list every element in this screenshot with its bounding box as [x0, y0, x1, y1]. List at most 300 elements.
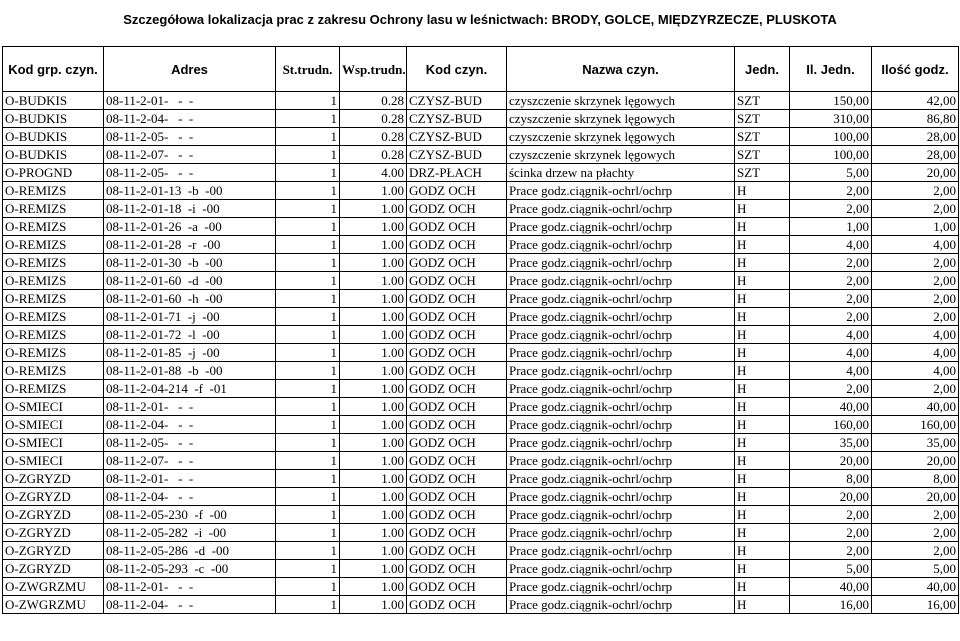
table-row: [3, 308, 959, 326]
cell-ilosc-godz: 5,00: [872, 560, 959, 578]
address-text: 08-11-2-05- - -: [106, 435, 194, 450]
cell-ilosc-godz: 160,00: [872, 416, 959, 434]
cell-il-jedn: 4,00: [790, 344, 872, 362]
cell-ilosc-godz: 86,80: [872, 110, 959, 128]
cell-kod-grp: O-ZWGRZMU: [3, 578, 104, 596]
cell-ilosc-godz: 2,00: [872, 200, 959, 218]
table-row: [3, 200, 959, 218]
cell-kod-czyn: GODZ OCH: [407, 596, 507, 614]
cell-st-trudn: 1: [276, 470, 340, 488]
cell-kod-grp: O-REMIZS: [3, 272, 104, 290]
cell-nazwa-czyn: Prace godz.ciągnik-ochrl/ochrp: [507, 506, 735, 524]
cell-ilosc-godz: 4,00: [872, 344, 959, 362]
cell-wsp-trudn: 4.00: [340, 164, 407, 182]
cell-wsp-trudn: 1.00: [340, 236, 407, 254]
cell-adres: [104, 164, 276, 182]
cell-jedn: SZT: [735, 92, 790, 110]
cell-wsp-trudn: 1.00: [340, 398, 407, 416]
cell-nazwa-czyn: Prace godz.ciągnik-ochrl/ochrp: [507, 488, 735, 506]
cell-nazwa-czyn: Prace godz.ciągnik-ochrl/ochrp: [507, 290, 735, 308]
table-row: [3, 560, 959, 578]
cell-wsp-trudn: 1.00: [340, 380, 407, 398]
table-row: [3, 236, 959, 254]
cell-wsp-trudn: 1.00: [340, 182, 407, 200]
cell-wsp-trudn: 1.00: [340, 308, 407, 326]
cell-wsp-trudn: 1.00: [340, 344, 407, 362]
cell-st-trudn: 1: [276, 200, 340, 218]
cell-st-trudn: 1: [276, 92, 340, 110]
cell-wsp-trudn: 1.00: [340, 434, 407, 452]
cell-jedn: SZT: [735, 146, 790, 164]
cell-adres: [104, 452, 276, 470]
cell-kod-grp: O-ZWGRZMU: [3, 596, 104, 614]
cell-jedn: H: [735, 236, 790, 254]
address-text: 08-11-2-05-293 -c -00: [106, 561, 229, 576]
cell-st-trudn: 1: [276, 578, 340, 596]
cell-kod-czyn: GODZ OCH: [407, 308, 507, 326]
cell-jedn: H: [735, 506, 790, 524]
cell-nazwa-czyn: Prace godz.ciągnik-ochrl/ochrp: [507, 236, 735, 254]
cell-adres: [104, 110, 276, 128]
cell-ilosc-godz: 42,00: [872, 92, 959, 110]
table-row: [3, 362, 959, 380]
cell-jedn: H: [735, 290, 790, 308]
cell-ilosc-godz: 2,00: [872, 290, 959, 308]
cell-nazwa-czyn: Prace godz.ciągnik-ochrl/ochrp: [507, 416, 735, 434]
cell-il-jedn: 1,00: [790, 218, 872, 236]
table-row: [3, 434, 959, 452]
header-kod-czyn: Kod czyn.: [407, 47, 507, 92]
cell-wsp-trudn: 1.00: [340, 362, 407, 380]
cell-nazwa-czyn: Prace godz.ciągnik-ochrl/ochrp: [507, 452, 735, 470]
address-text: 08-11-2-01-30 -b -00: [106, 255, 223, 270]
address-text: 08-11-2-04- - -: [106, 111, 194, 126]
cell-jedn: H: [735, 218, 790, 236]
cell-kod-grp: O-REMIZS: [3, 380, 104, 398]
cell-adres: [104, 596, 276, 614]
address-text: 08-11-2-04- - -: [106, 597, 194, 612]
cell-adres: [104, 344, 276, 362]
cell-st-trudn: 1: [276, 290, 340, 308]
table-row: [3, 218, 959, 236]
table-row: [3, 596, 959, 614]
cell-kod-czyn: GODZ OCH: [407, 398, 507, 416]
cell-nazwa-czyn: Prace godz.ciągnik-ochrl/ochrp: [507, 272, 735, 290]
cell-ilosc-godz: 2,00: [872, 542, 959, 560]
cell-adres: [104, 92, 276, 110]
cell-kod-grp: O-BUDKIS: [3, 110, 104, 128]
table-header: [3, 47, 959, 92]
cell-wsp-trudn: 1.00: [340, 524, 407, 542]
cell-kod-grp: O-ZGRYZD: [3, 506, 104, 524]
cell-adres: [104, 182, 276, 200]
cell-il-jedn: 4,00: [790, 236, 872, 254]
cell-adres: [104, 290, 276, 308]
cell-wsp-trudn: 1.00: [340, 560, 407, 578]
cell-wsp-trudn: 0.28: [340, 110, 407, 128]
cell-st-trudn: 1: [276, 488, 340, 506]
cell-adres: [104, 434, 276, 452]
cell-adres: [104, 488, 276, 506]
cell-kod-czyn: GODZ OCH: [407, 200, 507, 218]
cell-il-jedn: 4,00: [790, 326, 872, 344]
table-row: [3, 398, 959, 416]
cell-ilosc-godz: 4,00: [872, 236, 959, 254]
cell-adres: [104, 380, 276, 398]
cell-kod-grp: O-SMIECI: [3, 416, 104, 434]
cell-st-trudn: 1: [276, 344, 340, 362]
cell-st-trudn: 1: [276, 542, 340, 560]
cell-kod-grp: O-BUDKIS: [3, 128, 104, 146]
cell-jedn: H: [735, 182, 790, 200]
page-title: Szczegółowa lokalizacja prac z zakresu Ochrony lasu w leśnictwach: BRODY, GOLCE, MIĘDZYRZECZE, PLUSKOTA: [123, 12, 837, 27]
address-text: 08-11-2-01-13 -b -00: [106, 183, 223, 198]
address-text: 08-11-2-01-26 -a -00: [106, 219, 222, 234]
cell-adres: [104, 506, 276, 524]
header-st-trudn: St.trudn.: [276, 47, 340, 92]
cell-kod-czyn: GODZ OCH: [407, 380, 507, 398]
table-row: [3, 542, 959, 560]
cell-il-jedn: 40,00: [790, 578, 872, 596]
cell-nazwa-czyn: Prace godz.ciągnik-ochrl/ochrp: [507, 308, 735, 326]
table-row: [3, 146, 959, 164]
cell-il-jedn: 310,00: [790, 110, 872, 128]
cell-nazwa-czyn: Prace godz.ciągnik-ochrl/ochrp: [507, 200, 735, 218]
cell-il-jedn: 40,00: [790, 398, 872, 416]
cell-kod-czyn: GODZ OCH: [407, 182, 507, 200]
cell-jedn: H: [735, 380, 790, 398]
address-text: 08-11-2-05- - -: [106, 129, 194, 144]
cell-nazwa-czyn: Prace godz.ciągnik-ochrl/ochrp: [507, 398, 735, 416]
cell-kod-czyn: GODZ OCH: [407, 578, 507, 596]
cell-nazwa-czyn: Prace godz.ciągnik-ochrl/ochrp: [507, 362, 735, 380]
cell-ilosc-godz: 40,00: [872, 398, 959, 416]
cell-kod-czyn: CZYSZ-BUD: [407, 92, 507, 110]
cell-il-jedn: 2,00: [790, 380, 872, 398]
cell-kod-grp: O-SMIECI: [3, 452, 104, 470]
header-il-jedn: Il. Jedn.: [790, 47, 872, 92]
cell-nazwa-czyn: Prace godz.ciągnik-ochrl/ochrp: [507, 254, 735, 272]
cell-ilosc-godz: 2,00: [872, 308, 959, 326]
cell-st-trudn: 1: [276, 272, 340, 290]
cell-kod-grp: O-BUDKIS: [3, 146, 104, 164]
cell-wsp-trudn: 1.00: [340, 218, 407, 236]
cell-il-jedn: 160,00: [790, 416, 872, 434]
header-adres: Adres: [104, 47, 276, 92]
cell-jedn: H: [735, 560, 790, 578]
table-row: [3, 344, 959, 362]
cell-nazwa-czyn: Prace godz.ciągnik-ochrl/ochrp: [507, 560, 735, 578]
cell-wsp-trudn: 0.28: [340, 92, 407, 110]
cell-kod-czyn: CZYSZ-BUD: [407, 128, 507, 146]
cell-st-trudn: 1: [276, 146, 340, 164]
cell-kod-czyn: GODZ OCH: [407, 326, 507, 344]
cell-il-jedn: 20,00: [790, 452, 872, 470]
cell-st-trudn: 1: [276, 524, 340, 542]
cell-kod-czyn: GODZ OCH: [407, 344, 507, 362]
cell-adres: [104, 200, 276, 218]
address-text: 08-11-2-01-88 -b -00: [106, 363, 223, 378]
cell-il-jedn: 2,00: [790, 542, 872, 560]
cell-il-jedn: 2,00: [790, 272, 872, 290]
cell-wsp-trudn: 1.00: [340, 488, 407, 506]
address-text: 08-11-2-01-71 -j -00: [106, 309, 220, 324]
cell-kod-grp: O-REMIZS: [3, 344, 104, 362]
cell-adres: [104, 218, 276, 236]
cell-kod-czyn: GODZ OCH: [407, 560, 507, 578]
cell-nazwa-czyn: Prace godz.ciągnik-ochrl/ochrp: [507, 596, 735, 614]
cell-nazwa-czyn: Prace godz.ciągnik-ochrl/ochrp: [507, 326, 735, 344]
table-row: [3, 578, 959, 596]
address-text: 08-11-2-01-28 -r -00: [106, 237, 221, 252]
table-row: [3, 254, 959, 272]
cell-kod-grp: O-REMIZS: [3, 326, 104, 344]
cell-kod-grp: O-ZGRYZD: [3, 542, 104, 560]
cell-il-jedn: 2,00: [790, 290, 872, 308]
cell-jedn: SZT: [735, 164, 790, 182]
cell-ilosc-godz: 4,00: [872, 362, 959, 380]
address-text: 08-11-2-01-18 -i -00: [106, 201, 220, 216]
table-row: [3, 182, 959, 200]
cell-il-jedn: 2,00: [790, 200, 872, 218]
cell-wsp-trudn: 1.00: [340, 452, 407, 470]
cell-nazwa-czyn: Prace godz.ciągnik-ochrl/ochrp: [507, 470, 735, 488]
cell-ilosc-godz: 20,00: [872, 452, 959, 470]
cell-adres: [104, 560, 276, 578]
cell-kod-grp: O-ZGRYZD: [3, 470, 104, 488]
cell-wsp-trudn: 0.28: [340, 128, 407, 146]
cell-kod-czyn: GODZ OCH: [407, 254, 507, 272]
cell-kod-czyn: GODZ OCH: [407, 542, 507, 560]
cell-kod-czyn: GODZ OCH: [407, 488, 507, 506]
table-row: [3, 110, 959, 128]
cell-kod-grp: O-REMIZS: [3, 236, 104, 254]
cell-il-jedn: 2,00: [790, 524, 872, 542]
cell-kod-grp: O-ZGRYZD: [3, 524, 104, 542]
address-text: 08-11-2-05-286 -d -00: [106, 543, 229, 558]
cell-il-jedn: 8,00: [790, 470, 872, 488]
cell-il-jedn: 16,00: [790, 596, 872, 614]
cell-st-trudn: 1: [276, 164, 340, 182]
cell-nazwa-czyn: Prace godz.ciągnik-ochrl/ochrp: [507, 344, 735, 362]
address-text: 08-11-2-07- - -: [106, 453, 194, 468]
cell-nazwa-czyn: Prace godz.ciągnik-ochrl/ochrp: [507, 524, 735, 542]
cell-adres: [104, 578, 276, 596]
cell-ilosc-godz: 35,00: [872, 434, 959, 452]
cell-adres: [104, 272, 276, 290]
cell-jedn: H: [735, 470, 790, 488]
address-text: 08-11-2-01- - -: [106, 399, 194, 414]
header-kod-grp: Kod grp. czyn.: [3, 47, 104, 92]
cell-st-trudn: 1: [276, 128, 340, 146]
cell-wsp-trudn: 0.28: [340, 146, 407, 164]
cell-nazwa-czyn: Prace godz.ciągnik-ochrl/ochrp: [507, 434, 735, 452]
cell-jedn: H: [735, 272, 790, 290]
cell-wsp-trudn: 1.00: [340, 200, 407, 218]
cell-ilosc-godz: 16,00: [872, 596, 959, 614]
cell-il-jedn: 5,00: [790, 164, 872, 182]
cell-ilosc-godz: 8,00: [872, 470, 959, 488]
address-text: 08-11-2-04- - -: [106, 417, 194, 432]
cell-il-jedn: 2,00: [790, 506, 872, 524]
cell-nazwa-czyn: czyszczenie skrzynek lęgowych: [507, 146, 735, 164]
cell-st-trudn: 1: [276, 308, 340, 326]
cell-ilosc-godz: 20,00: [872, 488, 959, 506]
address-text: 08-11-2-05-230 -f -00: [106, 507, 227, 522]
cell-wsp-trudn: 1.00: [340, 254, 407, 272]
address-text: 08-11-2-01-85 -j -00: [106, 345, 220, 360]
cell-il-jedn: 4,00: [790, 362, 872, 380]
cell-kod-grp: O-SMIECI: [3, 398, 104, 416]
cell-kod-czyn: GODZ OCH: [407, 434, 507, 452]
cell-kod-czyn: GODZ OCH: [407, 506, 507, 524]
address-text: 08-11-2-05-282 -i -00: [106, 525, 227, 540]
cell-ilosc-godz: 2,00: [872, 254, 959, 272]
table-row: [3, 290, 959, 308]
cell-jedn: H: [735, 542, 790, 560]
cell-adres: [104, 470, 276, 488]
cell-nazwa-czyn: Prace godz.ciągnik-ochrl/ochrp: [507, 182, 735, 200]
cell-wsp-trudn: 1.00: [340, 506, 407, 524]
cell-adres: [104, 254, 276, 272]
cell-jedn: H: [735, 524, 790, 542]
cell-kod-czyn: DRZ-PŁACH: [407, 164, 507, 182]
table-row: [3, 272, 959, 290]
cell-st-trudn: 1: [276, 110, 340, 128]
cell-wsp-trudn: 1.00: [340, 542, 407, 560]
table-row: [3, 128, 959, 146]
cell-st-trudn: 1: [276, 506, 340, 524]
cell-jedn: H: [735, 254, 790, 272]
cell-adres: [104, 326, 276, 344]
table-row: [3, 506, 959, 524]
cell-ilosc-godz: 1,00: [872, 218, 959, 236]
cell-ilosc-godz: 28,00: [872, 146, 959, 164]
cell-nazwa-czyn: czyszczenie skrzynek lęgowych: [507, 110, 735, 128]
cell-jedn: H: [735, 398, 790, 416]
cell-adres: [104, 146, 276, 164]
cell-wsp-trudn: 1.00: [340, 326, 407, 344]
cell-kod-grp: O-ZGRYZD: [3, 488, 104, 506]
cell-kod-grp: O-REMIZS: [3, 308, 104, 326]
cell-adres: [104, 542, 276, 560]
cell-st-trudn: 1: [276, 452, 340, 470]
cell-kod-czyn: GODZ OCH: [407, 470, 507, 488]
cell-kod-grp: O-REMIZS: [3, 182, 104, 200]
address-text: 08-11-2-01- - -: [106, 579, 194, 594]
cell-kod-grp: O-BUDKIS: [3, 92, 104, 110]
cell-ilosc-godz: 28,00: [872, 128, 959, 146]
cell-ilosc-godz: 2,00: [872, 182, 959, 200]
table-row: [3, 380, 959, 398]
cell-wsp-trudn: 1.00: [340, 470, 407, 488]
cell-kod-grp: O-PROGND: [3, 164, 104, 182]
cell-st-trudn: 1: [276, 236, 340, 254]
cell-st-trudn: 1: [276, 362, 340, 380]
table-row: [3, 164, 959, 182]
cell-wsp-trudn: 1.00: [340, 578, 407, 596]
cell-adres: [104, 128, 276, 146]
cell-jedn: SZT: [735, 110, 790, 128]
cell-jedn: H: [735, 326, 790, 344]
cell-jedn: SZT: [735, 128, 790, 146]
header-jedn: Jedn.: [735, 47, 790, 92]
cell-nazwa-czyn: czyszczenie skrzynek lęgowych: [507, 128, 735, 146]
cell-st-trudn: 1: [276, 182, 340, 200]
cell-nazwa-czyn: Prace godz.ciągnik-ochrl/ochrp: [507, 218, 735, 236]
cell-kod-grp: O-REMIZS: [3, 200, 104, 218]
cell-jedn: H: [735, 200, 790, 218]
table-body: [3, 92, 959, 614]
table-row: [3, 452, 959, 470]
cell-kod-czyn: GODZ OCH: [407, 272, 507, 290]
cell-jedn: H: [735, 308, 790, 326]
cell-jedn: H: [735, 596, 790, 614]
cell-adres: [104, 236, 276, 254]
cell-st-trudn: 1: [276, 380, 340, 398]
header-wsp-trudn: Wsp.trudn.: [340, 47, 407, 92]
cell-nazwa-czyn: Prace godz.ciągnik-ochrl/ochrp: [507, 380, 735, 398]
table-row: [3, 416, 959, 434]
cell-kod-czyn: GODZ OCH: [407, 524, 507, 542]
cell-jedn: H: [735, 362, 790, 380]
cell-jedn: H: [735, 344, 790, 362]
cell-jedn: H: [735, 416, 790, 434]
cell-il-jedn: 35,00: [790, 434, 872, 452]
cell-adres: [104, 416, 276, 434]
cell-st-trudn: 1: [276, 254, 340, 272]
cell-nazwa-czyn: Prace godz.ciągnik-ochrl/ochrp: [507, 578, 735, 596]
address-text: 08-11-2-04-214 -f -01: [106, 381, 227, 396]
cell-nazwa-czyn: Prace godz.ciągnik-ochrl/ochrp: [507, 542, 735, 560]
cell-il-jedn: 20,00: [790, 488, 872, 506]
cell-il-jedn: 100,00: [790, 128, 872, 146]
cell-kod-grp: O-REMIZS: [3, 290, 104, 308]
work-location-table: [2, 46, 959, 614]
cell-wsp-trudn: 1.00: [340, 416, 407, 434]
cell-st-trudn: 1: [276, 596, 340, 614]
address-text: 08-11-2-01- - -: [106, 93, 194, 108]
cell-ilosc-godz: 2,00: [872, 380, 959, 398]
cell-kod-grp: O-REMIZS: [3, 362, 104, 380]
cell-jedn: H: [735, 452, 790, 470]
cell-kod-czyn: GODZ OCH: [407, 218, 507, 236]
cell-adres: [104, 362, 276, 380]
cell-ilosc-godz: 2,00: [872, 524, 959, 542]
cell-st-trudn: 1: [276, 218, 340, 236]
cell-st-trudn: 1: [276, 560, 340, 578]
cell-il-jedn: 2,00: [790, 308, 872, 326]
cell-ilosc-godz: 2,00: [872, 506, 959, 524]
cell-nazwa-czyn: czyszczenie skrzynek lęgowych: [507, 92, 735, 110]
cell-st-trudn: 1: [276, 416, 340, 434]
cell-wsp-trudn: 1.00: [340, 290, 407, 308]
cell-kod-czyn: GODZ OCH: [407, 236, 507, 254]
address-text: 08-11-2-05- - -: [106, 165, 194, 180]
cell-kod-czyn: GODZ OCH: [407, 416, 507, 434]
cell-kod-czyn: CZYSZ-BUD: [407, 110, 507, 128]
cell-il-jedn: 150,00: [790, 92, 872, 110]
header-nazwa-czyn: Nazwa czyn.: [507, 47, 735, 92]
cell-nazwa-czyn: ścinka drzew na płachty: [507, 164, 735, 182]
cell-kod-czyn: GODZ OCH: [407, 362, 507, 380]
cell-wsp-trudn: 1.00: [340, 596, 407, 614]
cell-wsp-trudn: 1.00: [340, 272, 407, 290]
cell-ilosc-godz: 2,00: [872, 272, 959, 290]
address-text: 08-11-2-04- - -: [106, 489, 194, 504]
cell-kod-grp: O-SMIECI: [3, 434, 104, 452]
table-row: [3, 92, 959, 110]
